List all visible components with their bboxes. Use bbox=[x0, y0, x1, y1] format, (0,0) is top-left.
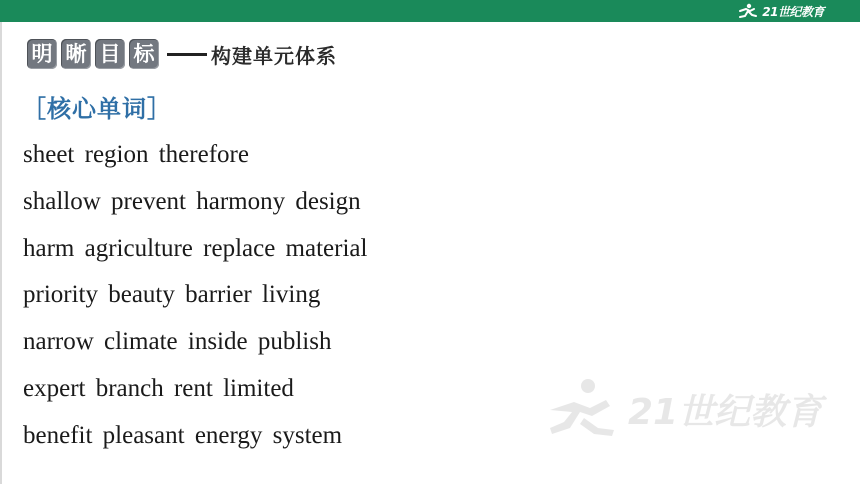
section-header bbox=[27, 37, 337, 71]
runner-logo-icon bbox=[737, 3, 759, 19]
word-line: sheet region therefore bbox=[23, 141, 249, 168]
section-char-box: 标 bbox=[129, 39, 159, 69]
word-line: harm agriculture replace material bbox=[23, 234, 368, 262]
word-line: expert branch rent limited bbox=[23, 374, 294, 402]
separator-dash bbox=[167, 53, 207, 56]
watermark-text: 21世纪教育 bbox=[628, 392, 823, 433]
word-line: narrow climate inside publish bbox=[23, 328, 332, 356]
core-words-label: ［核心单词］ bbox=[22, 95, 172, 123]
word-line: priority beauty barrier living bbox=[23, 281, 321, 309]
brand-logo bbox=[737, 2, 824, 20]
section-char-box: 目 bbox=[95, 39, 125, 69]
word-line: shallow prevent harmony design bbox=[23, 187, 361, 215]
section-char-box: 明 bbox=[27, 39, 57, 69]
watermark bbox=[540, 372, 840, 452]
word-line: benefit pleasant energy system bbox=[23, 421, 343, 449]
section-char-box: 晰 bbox=[61, 39, 91, 69]
word-list bbox=[23, 138, 367, 466]
logo-text: 21世纪教育 bbox=[762, 4, 824, 19]
section-subtitle: 构建单元体系 bbox=[211, 43, 337, 68]
top-banner bbox=[0, 0, 860, 22]
left-rule bbox=[0, 22, 2, 484]
